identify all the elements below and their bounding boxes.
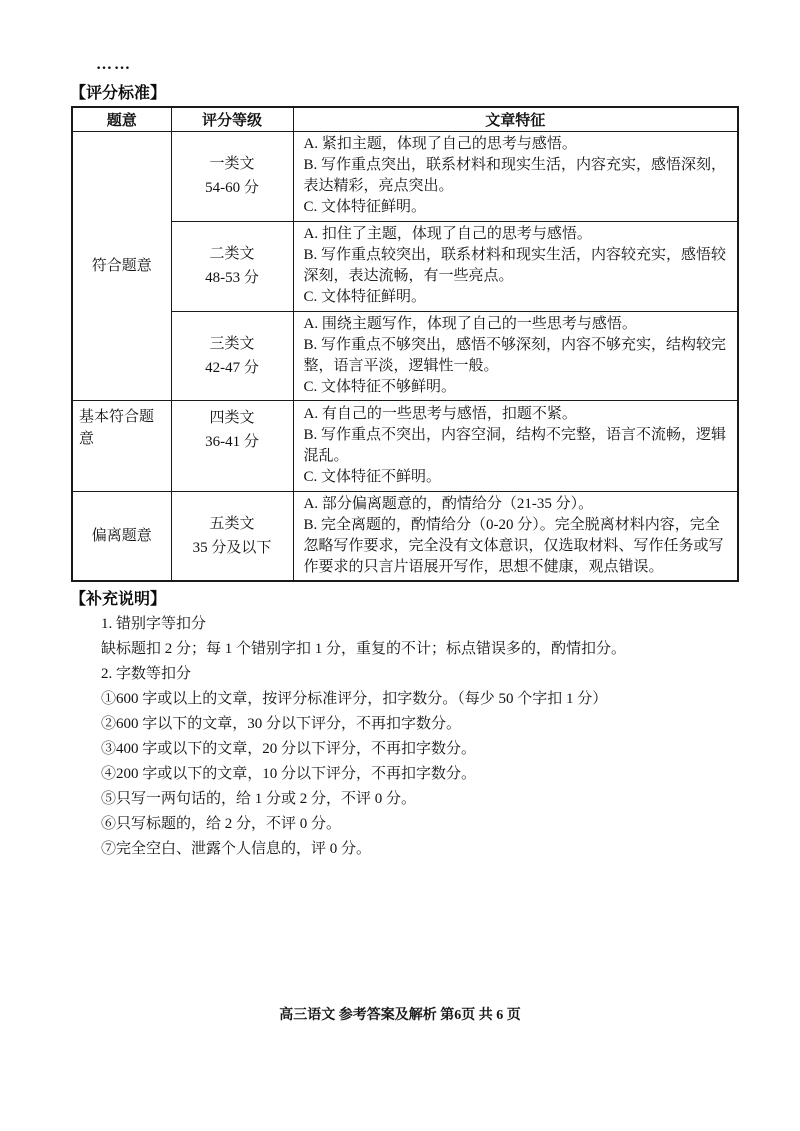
feature-item: A. 紧扣主题，体现了自己的思考与感悟。	[303, 136, 577, 152]
header-grade: 评分等级	[171, 107, 293, 131]
note-line: ③400 字或以下的文章，20 分以下评分，不再扣字数分。	[101, 741, 477, 757]
page-footer: 高三语文 参考答案及解析 第6页 共 6 页	[279, 1008, 521, 1023]
feature-item: A. 扣住了主题，体现了自己的思考与感悟。	[303, 226, 592, 242]
feature-item: B. 写作重点不够突出，感悟不够深刻，内容不够充实，结构较完整，语言平淡，逻辑性一般。	[303, 336, 727, 374]
table-header-row	[72, 107, 738, 131]
grade-name: 五类文	[209, 515, 255, 532]
header-topic: 题意	[72, 107, 171, 131]
note-line: ①600 字或以上的文章，按评分标准评分，扣字数分。（每少 50 个字扣 1 分）	[101, 691, 608, 707]
continuation-dots: ……	[96, 56, 132, 73]
feature-item: C. 文体特征不鲜明。	[303, 468, 442, 485]
feature-item: A. 围绕主题写作，体现了自己的一些思考与感悟。	[303, 315, 637, 332]
grade-name: 一类文	[209, 156, 255, 172]
table-row-grade1	[72, 131, 738, 221]
table-row-grade2	[72, 221, 738, 311]
grade-range: 42-47 分	[205, 359, 259, 376]
feature-item: B. 写作重点较突出，联系材料和现实生活，内容较充实，感悟较深刻，表达流畅，有一些亮点。	[303, 247, 727, 284]
features-cell-class3	[293, 311, 738, 400]
grade-range: 48-53 分	[205, 270, 259, 286]
note-line: ②600 字以下的文章，30 分以下评分，不再扣字数分。	[101, 716, 462, 732]
note-line: ④200 字或以下的文章，10 分以下评分，不再扣字数分。	[101, 766, 477, 782]
table-row-grade5	[72, 491, 738, 581]
grade-cell-class4	[171, 400, 293, 491]
note-line: ⑥只写标题的，给 2 分，不评 0 分。	[101, 816, 342, 832]
grade-cell-class2	[171, 221, 293, 311]
grade-name: 三类文	[209, 335, 255, 352]
note-line: ⑤只写一两句话的，给 1 分或 2 分，不评 0 分。	[101, 791, 417, 807]
grade-range: 36-41 分	[205, 433, 259, 450]
header-features: 文章特征	[293, 107, 738, 131]
feature-item: B. 完全离题的，酌情给分（0-20 分）。完全脱离材料内容，完全忽略写作要求，完全没有文体意识，仅选取材料、写作任务或写作要求的只言片语展开写作，思想不健康，观点错误。	[303, 516, 724, 575]
feature-item: A. 部分偏离题意的，酌情给分（21-35 分）。	[303, 495, 594, 512]
topic-cell-conforms: 符合题意	[72, 131, 171, 400]
features-cell-class4	[293, 400, 738, 491]
supplementary-notes	[101, 612, 741, 862]
supplementary-notes-heading: 【补充说明】	[70, 591, 167, 608]
feature-item: C. 文体特征不够鲜明。	[303, 378, 457, 395]
grade-name: 四类文	[209, 409, 255, 426]
grade-cell-class1	[171, 131, 293, 221]
scoring-rubric-table	[71, 106, 739, 582]
feature-item: A. 有自己的一些思考与感悟，扣题不紧。	[303, 405, 577, 422]
feature-item: B. 写作重点突出，联系材料和现实生活，内容充实，感悟深刻，表达精彩，亮点突出。	[303, 157, 727, 194]
features-cell-class5	[293, 491, 738, 581]
note-line: ⑦完全空白、泄露个人信息的，评 0 分。	[101, 841, 372, 857]
table-row-grade4	[72, 400, 738, 491]
note-line: 缺标题扣 2 分；每 1 个错别字扣 1 分，重复的不计；标点错误多的，酌情扣分。	[101, 641, 627, 657]
topic-cell-off-topic: 偏离题意	[72, 491, 171, 581]
topic-cell-basically-conforms: 基本符合题意	[72, 400, 171, 491]
feature-item: B. 写作重点不突出，内容空洞，结构不完整，语言不流畅，逻辑混乱。	[303, 426, 727, 464]
features-cell-class2	[293, 221, 738, 311]
feature-item: C. 文体特征鲜明。	[303, 199, 427, 215]
table-row-grade3	[72, 311, 738, 400]
note-line: 2. 字数等扣分	[101, 666, 192, 682]
grade-range: 54-60 分	[205, 180, 259, 196]
grade-name: 二类文	[209, 246, 255, 262]
grade-cell-class3	[171, 311, 293, 400]
grade-cell-class5	[171, 491, 293, 581]
grade-range: 35 分及以下	[192, 539, 272, 556]
features-cell-class1	[293, 131, 738, 221]
note-line: 1. 错别字等扣分	[101, 616, 207, 632]
feature-item: C. 文体特征鲜明。	[303, 289, 427, 305]
scoring-criteria-heading: 【评分标准】	[70, 85, 167, 102]
